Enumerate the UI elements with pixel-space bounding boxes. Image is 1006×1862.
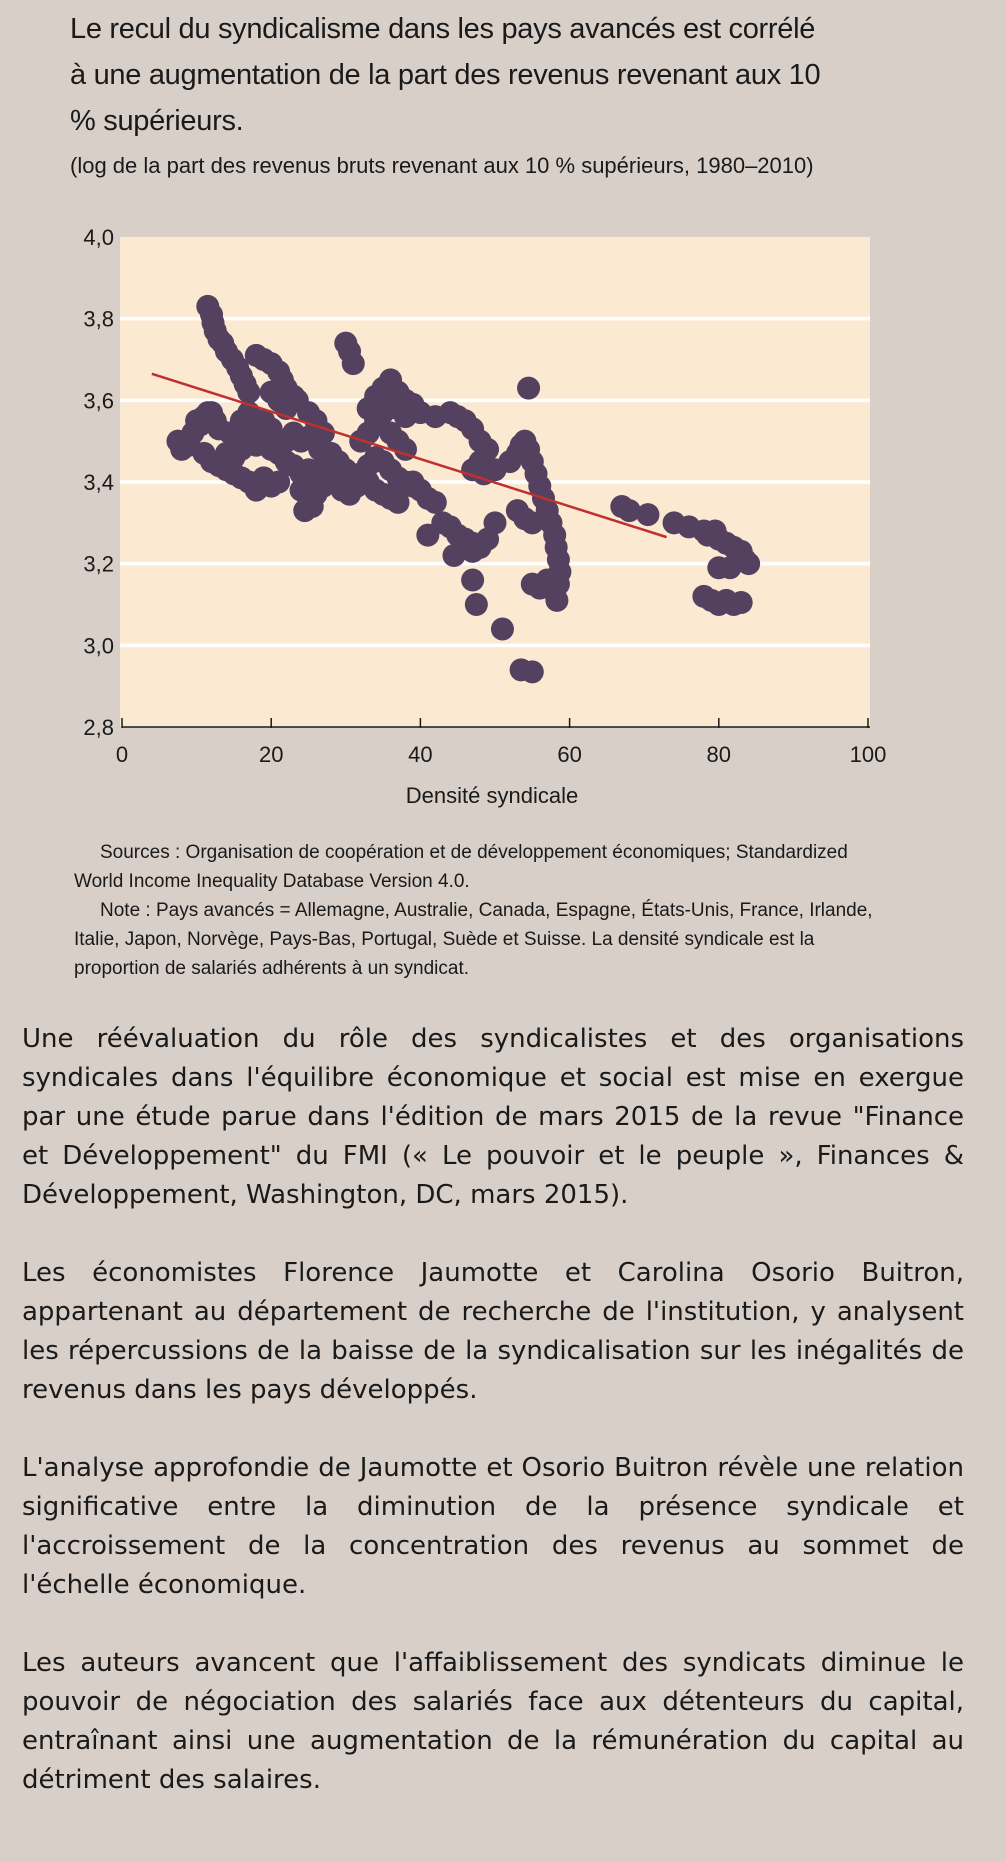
data-point <box>424 491 447 514</box>
data-point <box>521 660 544 683</box>
data-point <box>416 524 439 547</box>
y-tick-label: 3,0 <box>83 633 114 659</box>
x-tick-label: 100 <box>849 742 887 767</box>
article-paragraph: Les auteurs avancent que l'affaiblissement des syndicats diminue le pouvoir de négociation des salariés face aux détenteurs du capital, entraînant ainsi une augmentation de la rémunération du capital au détriment des salaires. <box>22 1648 964 1795</box>
scatter-chart <box>0 0 1006 830</box>
data-point <box>461 569 484 592</box>
x-tick-label: 0 <box>115 742 129 767</box>
article-body <box>22 1020 964 1839</box>
data-point <box>517 377 540 400</box>
y-axis-ticks <box>83 225 114 740</box>
y-tick-label: 2,8 <box>83 715 114 740</box>
data-point <box>636 503 659 526</box>
article-paragraph: Les économistes Florence Jaumotte et Carolina Osorio Buitron, appartenant au département de recherche de l'institution, y analysent les répercussions de la baisse de la syndicalisation sur les inégalités de revenus dans les pays développés. <box>22 1258 964 1405</box>
data-point <box>707 556 730 579</box>
data-point <box>536 569 559 592</box>
y-tick-label: 3,2 <box>83 551 114 577</box>
figure-subtitle: (log de la part des revenus bruts revenant aux 10 % supérieurs, 1980–2010) <box>70 153 814 178</box>
data-point <box>237 381 260 404</box>
x-axis-label: Densité syndicale <box>405 783 579 808</box>
chart-notes <box>74 838 874 983</box>
country-note: Note : Pays avancés = Allemagne, Australie, Canada, Espagne, États-Unis, France, Irlande, Italie, Japon, Norvège, Pays-Bas, Portugal, Suède et Suisse. La densité syndicale est la proportion de salariés adhérents à un syndicat. <box>74 900 873 979</box>
data-point <box>491 618 514 641</box>
data-point <box>461 540 484 563</box>
x-tick-label: 60 <box>557 742 582 767</box>
sources-note: Sources : Organisation de coopération et de développement économiques; Standardized World Income Inequality Database Version 4.0. <box>74 842 848 892</box>
article-paragraph: L'analyse approfondie de Jaumotte et Osorio Buitron révèle une relation significative entre la diminution de la présence syndicale et l'accroissement de la concentration des revenus au sommet de l'échelle économique. <box>22 1453 964 1600</box>
x-tick-label: 80 <box>706 742 732 767</box>
y-tick-label: 3,6 <box>83 388 114 414</box>
data-point <box>730 591 753 614</box>
data-point <box>260 381 283 404</box>
article-paragraph: Une réévaluation du rôle des syndicalistes et des organisations syndicales dans l'équilibre économique et social est mise en exergue par une étude parue dans l'édition de mars 2015 de la revue "Finance et Développement" du FMI (« Le pouvoir et le peuple », Finances & Développement, Washington, DC, mars 2015). <box>22 1024 964 1210</box>
data-point <box>465 593 488 616</box>
y-tick-label: 3,8 <box>83 306 114 332</box>
data-point <box>342 352 365 375</box>
y-tick-label: 4,0 <box>83 225 114 250</box>
data-point <box>484 511 507 534</box>
x-tick-label: 20 <box>258 742 284 767</box>
y-tick-label: 3,4 <box>83 470 114 495</box>
x-tick-label: 40 <box>408 742 433 767</box>
figure-title: Le recul du syndicalisme dans les pays avancés est corrélé à une augmentation de la part des revenus revenant aux 10 % supérieurs. <box>70 13 821 137</box>
